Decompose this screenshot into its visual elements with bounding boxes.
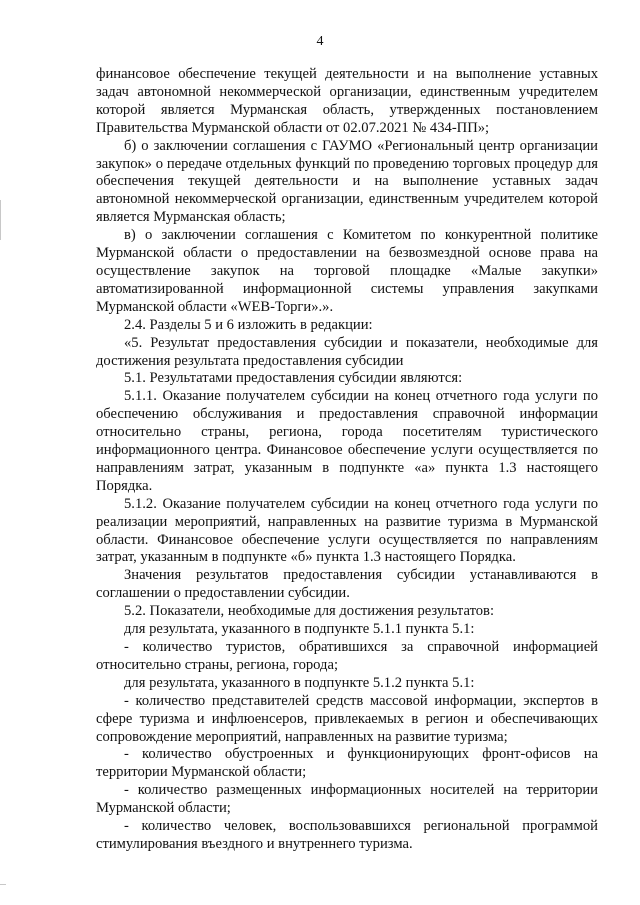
- paragraph-5-1-2: 5.1.2. Оказание получателем субсидии на конец отчетного года услуги по реализации мероприятий, направленных на развитие туризма в Мурманской области. Финансовое обеспечение услуги осуществляется по направлениям затрат, указанным в подпункте «б» пункта 1.3 настоящего Порядка.: [96, 495, 598, 566]
- scan-edge-mark: [0, 884, 6, 885]
- paragraph-continuation: финансовое обеспечение текущей деятельности и на выполнение уставных задач автономной некоммерческой организации, единственным учредителем которой является Мурманская область, утвержденных постановлением Правительства Мурманской области от 02.07.2021 № 434-ПП»;: [96, 66, 598, 136]
- indicator-info-carriers: - количество размещенных информационных носителей на территории Мурманской области;: [96, 782, 598, 817]
- document-body: [96, 66, 598, 854]
- paragraph-result-values: Значения результатов предоставления субсидии устанавливаются в соглашении о предоставлении субсидии.: [96, 567, 598, 602]
- indicator-tourists: - количество туристов, обратившихся за справочной информацией относительно страны, региона, города;: [96, 639, 598, 673]
- section-5-heading: «5. Результат предоставления субсидии и показатели, необходимые для достижения результата предоставления субсидии: [96, 334, 598, 369]
- paragraph-item-v: в) о заключении соглашения с Комитетом по конкурентной политике Мурманской области о предоставлении на безвозмездной основе права на осуществление закупок на торговой площадке «Малые закупки» автоматизированной информационной системы управления закупками Мурманской области «WEB-Торги».».: [96, 227, 598, 315]
- paragraph-5-1: 5.1. Результатами предоставления субсидии являются:: [124, 370, 463, 387]
- scan-edge-mark: [0, 200, 1, 240]
- paragraph-5-1-1: 5.1.1. Оказание получателем субсидии на конец отчетного года услуги по обеспечению обслуживания и предоставления справочной информации относительно страны, региона, города посетителям туристического информационного центра. Финансовое обеспечение услуги осуществляется по направлениям затрат, указанным в подпункте «а» пункта 1.3 настоящего Порядка.: [96, 388, 598, 494]
- paragraph-for-result-5-1-2: для результата, указанного в подпункте 5.1.2 пункта 5.1:: [124, 674, 475, 691]
- indicator-media-representatives: - количество представителей средств массовой информации, экспертов в сфере туризма и инфлюенсеров, привлекаемых в регион и обеспечивающих сопровождение мероприятий, направленных на развитие туризма;: [96, 692, 598, 745]
- paragraph-for-result-5-1-1: для результата, указанного в подпункте 5.1.1 пункта 5.1:: [124, 621, 475, 638]
- page-number: 4: [316, 34, 324, 49]
- paragraph-2-4: 2.4. Разделы 5 и 6 изложить в редакции:: [124, 316, 373, 333]
- paragraph-item-b: б) о заключении соглашения с ГАУМО «Региональный центр организации закупок» о передаче отдельных функций по проведению торговых процедур для обеспечения текущей деятельности и на выполнение уставных задач автономной некоммерческой организации, единственным учредителем которой является Мурманская область;: [96, 137, 598, 226]
- indicator-front-offices: - количество обустроенных и функционирующих фронт-офисов на территории Мурманской области;: [96, 746, 598, 781]
- indicator-program-participants: - количество человек, воспользовавшихся региональной программой стимулирования въездного и внутреннего туризма.: [96, 818, 598, 852]
- paragraph-5-2: 5.2. Показатели, необходимые для достижения результатов:: [124, 603, 495, 620]
